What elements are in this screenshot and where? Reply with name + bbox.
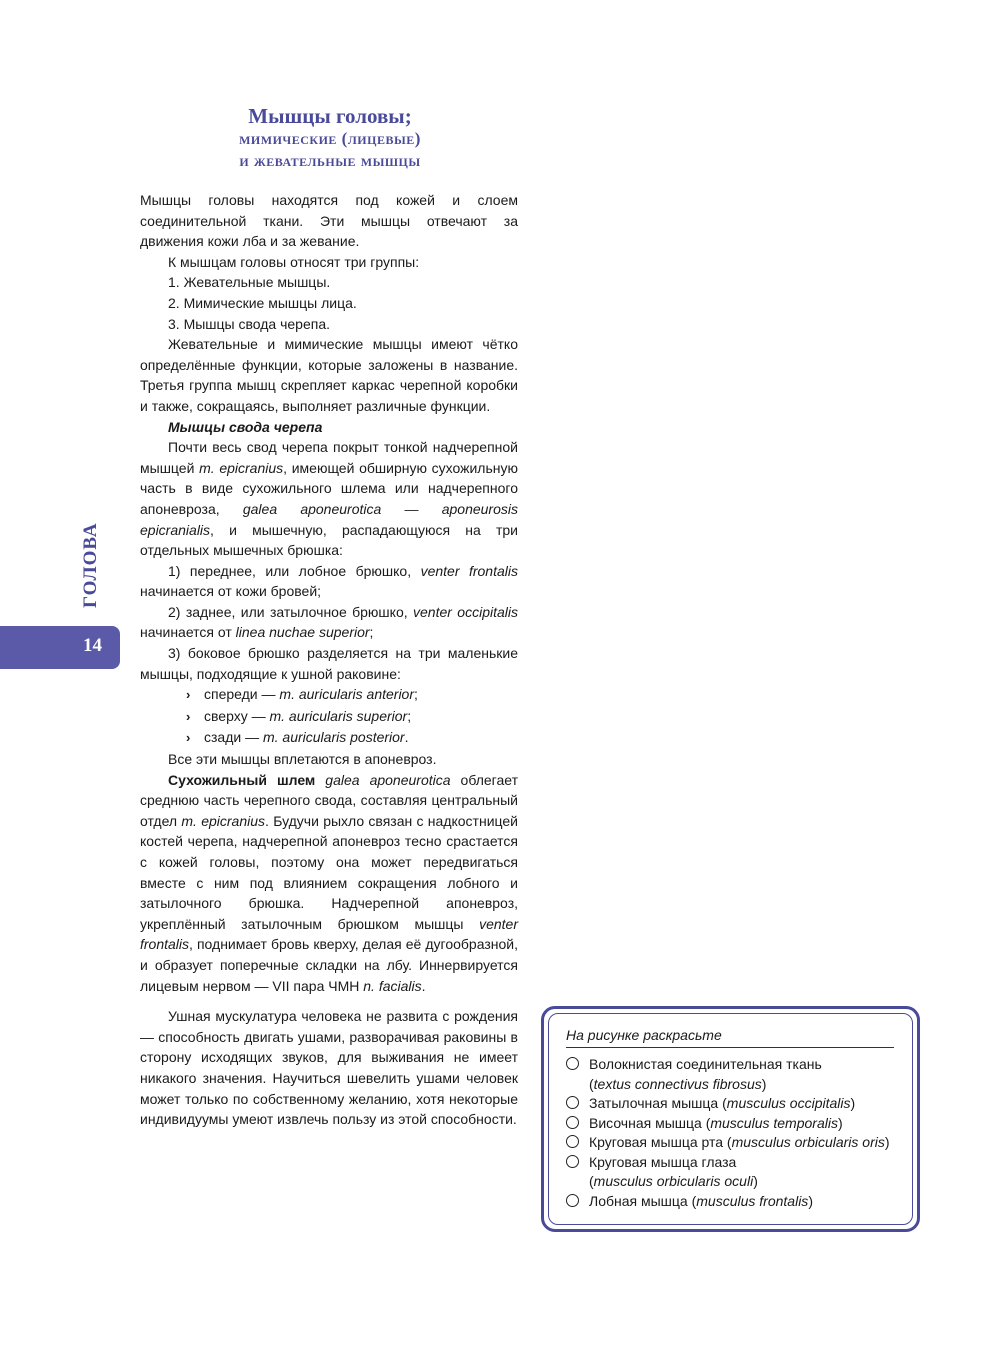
circle-checkbox-icon[interactable] bbox=[566, 1155, 579, 1168]
circle-checkbox-icon[interactable] bbox=[566, 1096, 579, 1109]
belly-occipital: 2) заднее, или затылочное брюшко, venter occipitalis начинается от linea nuchae superior; bbox=[140, 603, 518, 641]
paragraph-galea: Сухожильный шлем galea aponeurotica облегает среднюю часть черепного свода, составляя центральный отдел m. epicranius. Будучи рыхло связан с надкостницей костей черепа, надчерепной апоневроз тесно срастается с кожей головы, поэтому она может передвигаться вместе с ним под влиянием сокращения лобного и затылочного брюшка. Надчерепной апоневроз, укреплённый затылочным брюшком мышцы venter frontalis, поднимает бровь кверху, делая её дугообразной, и образует поперечные складки на лбу. Иннервируется лицевым нервом — VII пара ЧМН n. facialis. bbox=[140, 771, 518, 994]
bullet-item: › сзади — m. auricularis posterior. bbox=[140, 727, 518, 749]
page-number-tab bbox=[0, 626, 120, 669]
color-item[interactable]: Волокнистая соединительная ткань (textus connectivus fibrosus) bbox=[565, 1055, 905, 1094]
paragraph-ear-muscles: Ушная мускулатура человека не развита с рождения — способность двигать ушами, разворачивая раковины в сторону исходящих звуков, для выживания не имеет никакого значения. Научиться шевелить ушами человек может только по собственному желанию, хотя некоторые индивидуумы умеют извлечь пользу из этой способности. bbox=[140, 1008, 518, 1128]
section-label: ГОЛОВА bbox=[80, 522, 101, 608]
title-line-2: мимические (лицевые) bbox=[239, 129, 421, 148]
chevron-right-icon: › bbox=[186, 708, 191, 724]
color-item[interactable]: Затылочная мышца (musculus occipitalis) bbox=[565, 1094, 905, 1114]
color-item[interactable]: Височная мышца (musculus temporalis) bbox=[565, 1114, 905, 1134]
belly-lateral: 3) боковое брюшко разделяется на три маленькие мышцы, подходящие к ушной раковине: bbox=[140, 645, 518, 682]
subheading: Мышцы свода черепа bbox=[168, 418, 323, 435]
page-title bbox=[140, 104, 520, 172]
circle-checkbox-icon[interactable] bbox=[566, 1194, 579, 1207]
list-item: 1. Жевательные мышцы. bbox=[168, 274, 331, 291]
chevron-right-icon: › bbox=[186, 687, 191, 703]
paragraph-intro: Мышцы головы находятся под кожей и слоем соединительной ткани. Эти мышцы отвечают за движения кожи лба и за жевание. bbox=[140, 192, 518, 250]
title-line-1: Мышцы головы; bbox=[248, 104, 412, 128]
coloring-box-heading: На рисунке раскрасьте bbox=[566, 1027, 894, 1048]
color-item[interactable]: Лобная мышца (musculus frontalis) bbox=[565, 1192, 905, 1212]
circle-checkbox-icon[interactable] bbox=[566, 1057, 579, 1070]
bullet-item: › сверху — m. auricularis superior; bbox=[140, 706, 518, 728]
coloring-list bbox=[565, 1055, 905, 1211]
title-line-3: и жевательные мышцы bbox=[239, 151, 421, 170]
circle-checkbox-icon[interactable] bbox=[566, 1116, 579, 1129]
paragraph-aponeurosis: Все эти мышцы вплетаются в апоневроз. bbox=[168, 751, 437, 768]
paragraph-groups: К мышцам головы относят три группы: bbox=[168, 253, 420, 270]
chevron-right-icon: › bbox=[186, 730, 191, 746]
color-item[interactable]: Круговая мышца рта (musculus orbicularis oris) bbox=[565, 1133, 905, 1153]
coloring-box bbox=[541, 1006, 920, 1232]
paragraph-epicranius: Почти весь свод черепа покрыт тонкой надчерепной мышцей m. epicranius, имеющей обширную сухожильную часть в виде сухожильного шлема или надчерепного апоневроза, galea aponeurotica — aponeurosis epicranialis, и мышечную, распадающуюся на три отдельных мышечных брюшка: bbox=[140, 439, 519, 559]
body-text bbox=[140, 190, 518, 1130]
bullet-item: › спереди — m. auricularis anterior; bbox=[140, 684, 518, 706]
list-item: 2. Мимические мышцы лица. bbox=[168, 294, 357, 311]
list-item: 3. Мышцы свода черепа. bbox=[168, 315, 331, 332]
page-number: 14 bbox=[83, 635, 102, 656]
circle-checkbox-icon[interactable] bbox=[566, 1135, 579, 1148]
belly-frontal: 1) переднее, или лобное брюшко, venter frontalis начинается от кожи бровей; bbox=[140, 562, 518, 600]
color-item[interactable]: Круговая мышца глаза (musculus orbicularis oculi) bbox=[565, 1153, 905, 1192]
paragraph-functions: Жевательные и мимические мышцы имеют чётко определённые функции, которые заложены в название. Третья группа мышц скрепляет каркас черепной коробки и также, сокращаясь, выполняет различные функции. bbox=[140, 336, 518, 414]
